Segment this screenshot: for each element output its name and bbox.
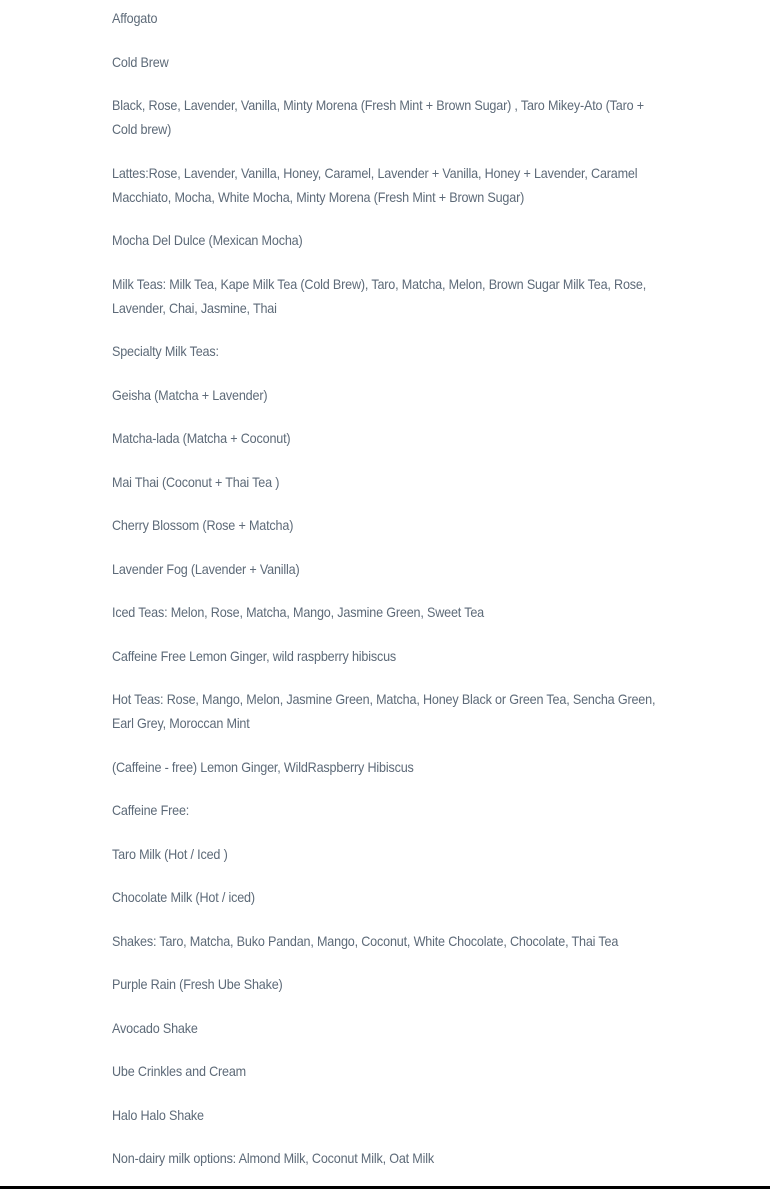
menu-item-caffeine-free-iced: Caffeine Free Lemon Ginger, wild raspberry hibiscus (112, 647, 397, 664)
menu-item-ube-crinkles: Ube Crinkles and Cream (112, 1063, 247, 1079)
menu-item-hot-teas: Hot Teas: Rose, Mango, Melon, Jasmine Green, Matcha, Honey Black or Green Tea, Sencha Green, Earl Grey, Moroccan Mint (112, 691, 656, 731)
menu-item-matcha-lada: Matcha-lada (Matcha + Coconut) (112, 430, 291, 446)
menu-item-chocolate-milk: Chocolate Milk (Hot / iced) (112, 889, 255, 905)
menu-item-lavender-fog: Lavender Fog (Lavender + Vanilla) (112, 560, 300, 577)
menu-list (112, 6, 667, 1190)
menu-item-cold-brew: Cold Brew (112, 53, 169, 70)
menu-item-non-dairy-options: Non-dairy milk options: Almond Milk, Coconut Milk, Oat Milk (112, 1150, 434, 1166)
menu-item-cold-brew-flavors: Black, Rose, Lavender, Vanilla, Minty Morena (Fresh Mint + Brown Sugar) , Taro Mikey-Ato (Taro + Cold brew) (112, 97, 644, 137)
menu-item-shakes: Shakes: Taro, Matcha, Buko Pandan, Mango, Coconut, White Chocolate, Chocolate, Thai Tea (112, 932, 619, 949)
menu-item-iced-teas: Iced Teas: Melon, Rose, Matcha, Mango, Jasmine Green, Sweet Tea (112, 604, 484, 620)
menu-item-halo-halo-shake: Halo Halo Shake (112, 1106, 204, 1123)
menu-item-milk-teas: Milk Teas: Milk Tea, Kape Milk Tea (Cold Brew), Taro, Matcha, Melon, Brown Sugar Milk Tea, Rose, Lavender, Chai, Jasmine, Thai (112, 275, 647, 316)
menu-section-caffeine-free: Caffeine Free: (112, 802, 190, 818)
menu-item-mocha-del-dulce: Mocha Del Dulce (Mexican Mocha) (112, 232, 303, 248)
menu-section-specialty-milk-teas: Specialty Milk Teas: (112, 343, 219, 359)
menu-item-affogato: Affogato (112, 10, 158, 26)
menu-item-caffeine-free-hot: (Caffeine - free) Lemon Ginger, WildRaspberry Hibiscus (112, 758, 414, 775)
menu-item-avocado-shake: Avocado Shake (112, 1019, 198, 1036)
menu-item-taro-milk: Taro Milk (Hot / Iced ) (112, 845, 228, 862)
menu-item-mai-thai: Mai Thai (Coconut + Thai Tea ) (112, 473, 280, 490)
menu-item-geisha: Geisha (Matcha + Lavender) (112, 386, 268, 403)
menu-item-cherry-blossom: Cherry Blossom (Rose + Matcha) (112, 517, 294, 533)
menu-item-purple-rain: Purple Rain (Fresh Ube Shake) (112, 976, 283, 992)
menu-item-lattes: Lattes:Rose, Lavender, Vanilla, Honey, Caramel, Lavender + Vanilla, Honey + Lavender, Caramel Macchiato, Mocha, White Mocha, Minty Morena (Fresh Mint + Brown Sugar) (112, 164, 638, 205)
